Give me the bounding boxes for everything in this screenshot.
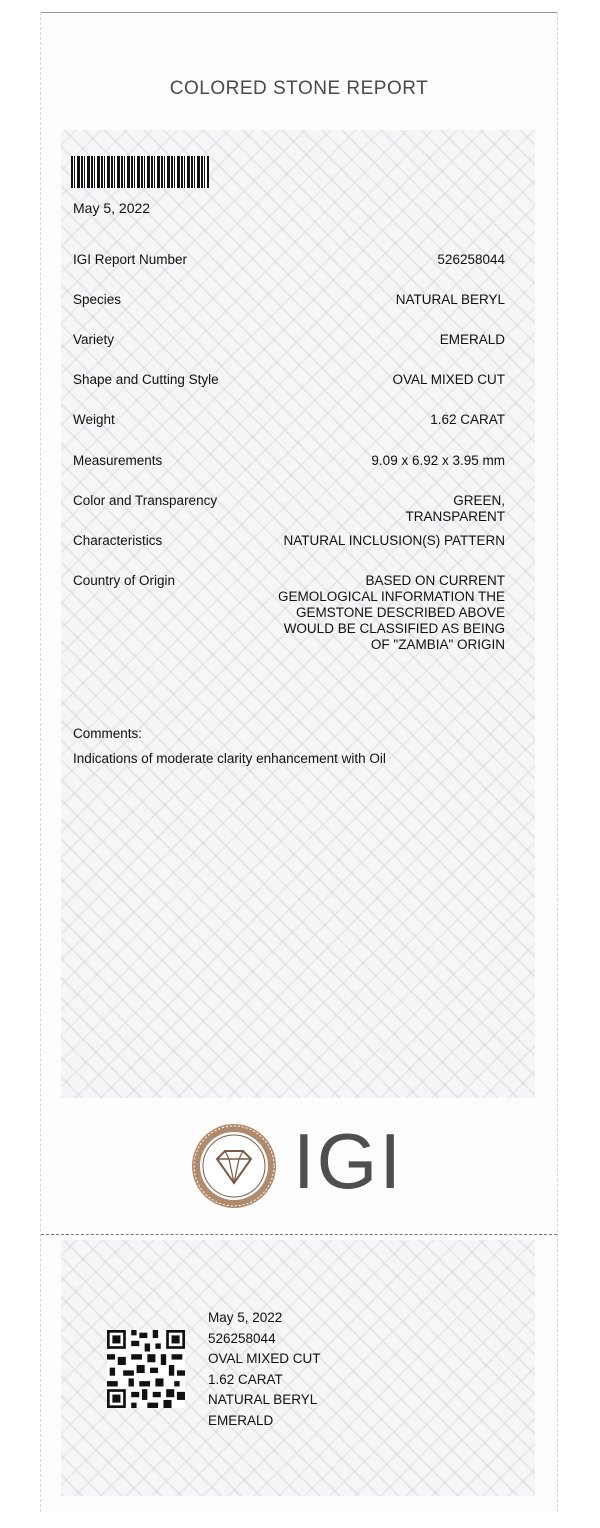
field-value: EMERALD: [439, 332, 505, 347]
stub-species: NATURAL BERYL: [208, 1392, 318, 1407]
field-value: NATURAL INCLUSION(S) PATTERN: [283, 533, 505, 548]
stub-weight: 1.62 CARAT: [208, 1371, 283, 1387]
field-value: 1.62 CARAT: [430, 412, 505, 427]
barcode: [71, 156, 209, 188]
comments-label: Comments:: [73, 726, 143, 741]
stub-summary: [208, 1308, 321, 1431]
perforation-line: [41, 1234, 557, 1235]
field-label: Species: [73, 292, 122, 307]
report-sheet: [40, 12, 558, 1512]
field-value: NATURAL BERYL: [395, 292, 505, 307]
field-label: IGI Report Number: [73, 252, 188, 267]
report-title: COLORED STONE REPORT: [169, 78, 429, 99]
field-value: BASED ON CURRENT GEMOLOGICAL INFORMATION THE GEMSTONE DESCRIBED ABOVE WOULD BE CLASSIFIED AS BEING OF "ZAMBIA" ORIGIN: [277, 573, 505, 652]
field-label: Variety: [73, 332, 115, 347]
comments-text: Indications of moderate clarity enhancement with Oil: [73, 751, 386, 766]
field-value: 9.09 x 6.92 x 3.95 mm: [371, 453, 505, 468]
stub-variety: EMERALD: [208, 1412, 274, 1428]
field-label: Country of Origin: [73, 573, 176, 588]
stub-report-number: 526258044: [208, 1330, 276, 1346]
qr-code-icon: [107, 1330, 185, 1408]
igi-seal-icon: [191, 1123, 277, 1209]
field-label: Measurements: [73, 453, 163, 468]
report-date: May 5, 2022: [73, 200, 151, 216]
field-label: Shape and Cutting Style: [73, 372, 219, 387]
field-value: 526258044: [437, 252, 505, 267]
field-label: Characteristics: [73, 533, 163, 548]
top-rule: [41, 12, 557, 13]
stub-date: May 5, 2022: [208, 1310, 283, 1325]
igi-logo-text: IGI: [293, 1117, 404, 1205]
field-label: Color and Transparency: [73, 493, 218, 508]
stub-shape: OVAL MIXED CUT: [208, 1351, 321, 1366]
field-value: GREEN, TRANSPARENT: [405, 493, 505, 524]
field-label: Weight: [73, 412, 115, 427]
field-value: OVAL MIXED CUT: [392, 372, 505, 387]
